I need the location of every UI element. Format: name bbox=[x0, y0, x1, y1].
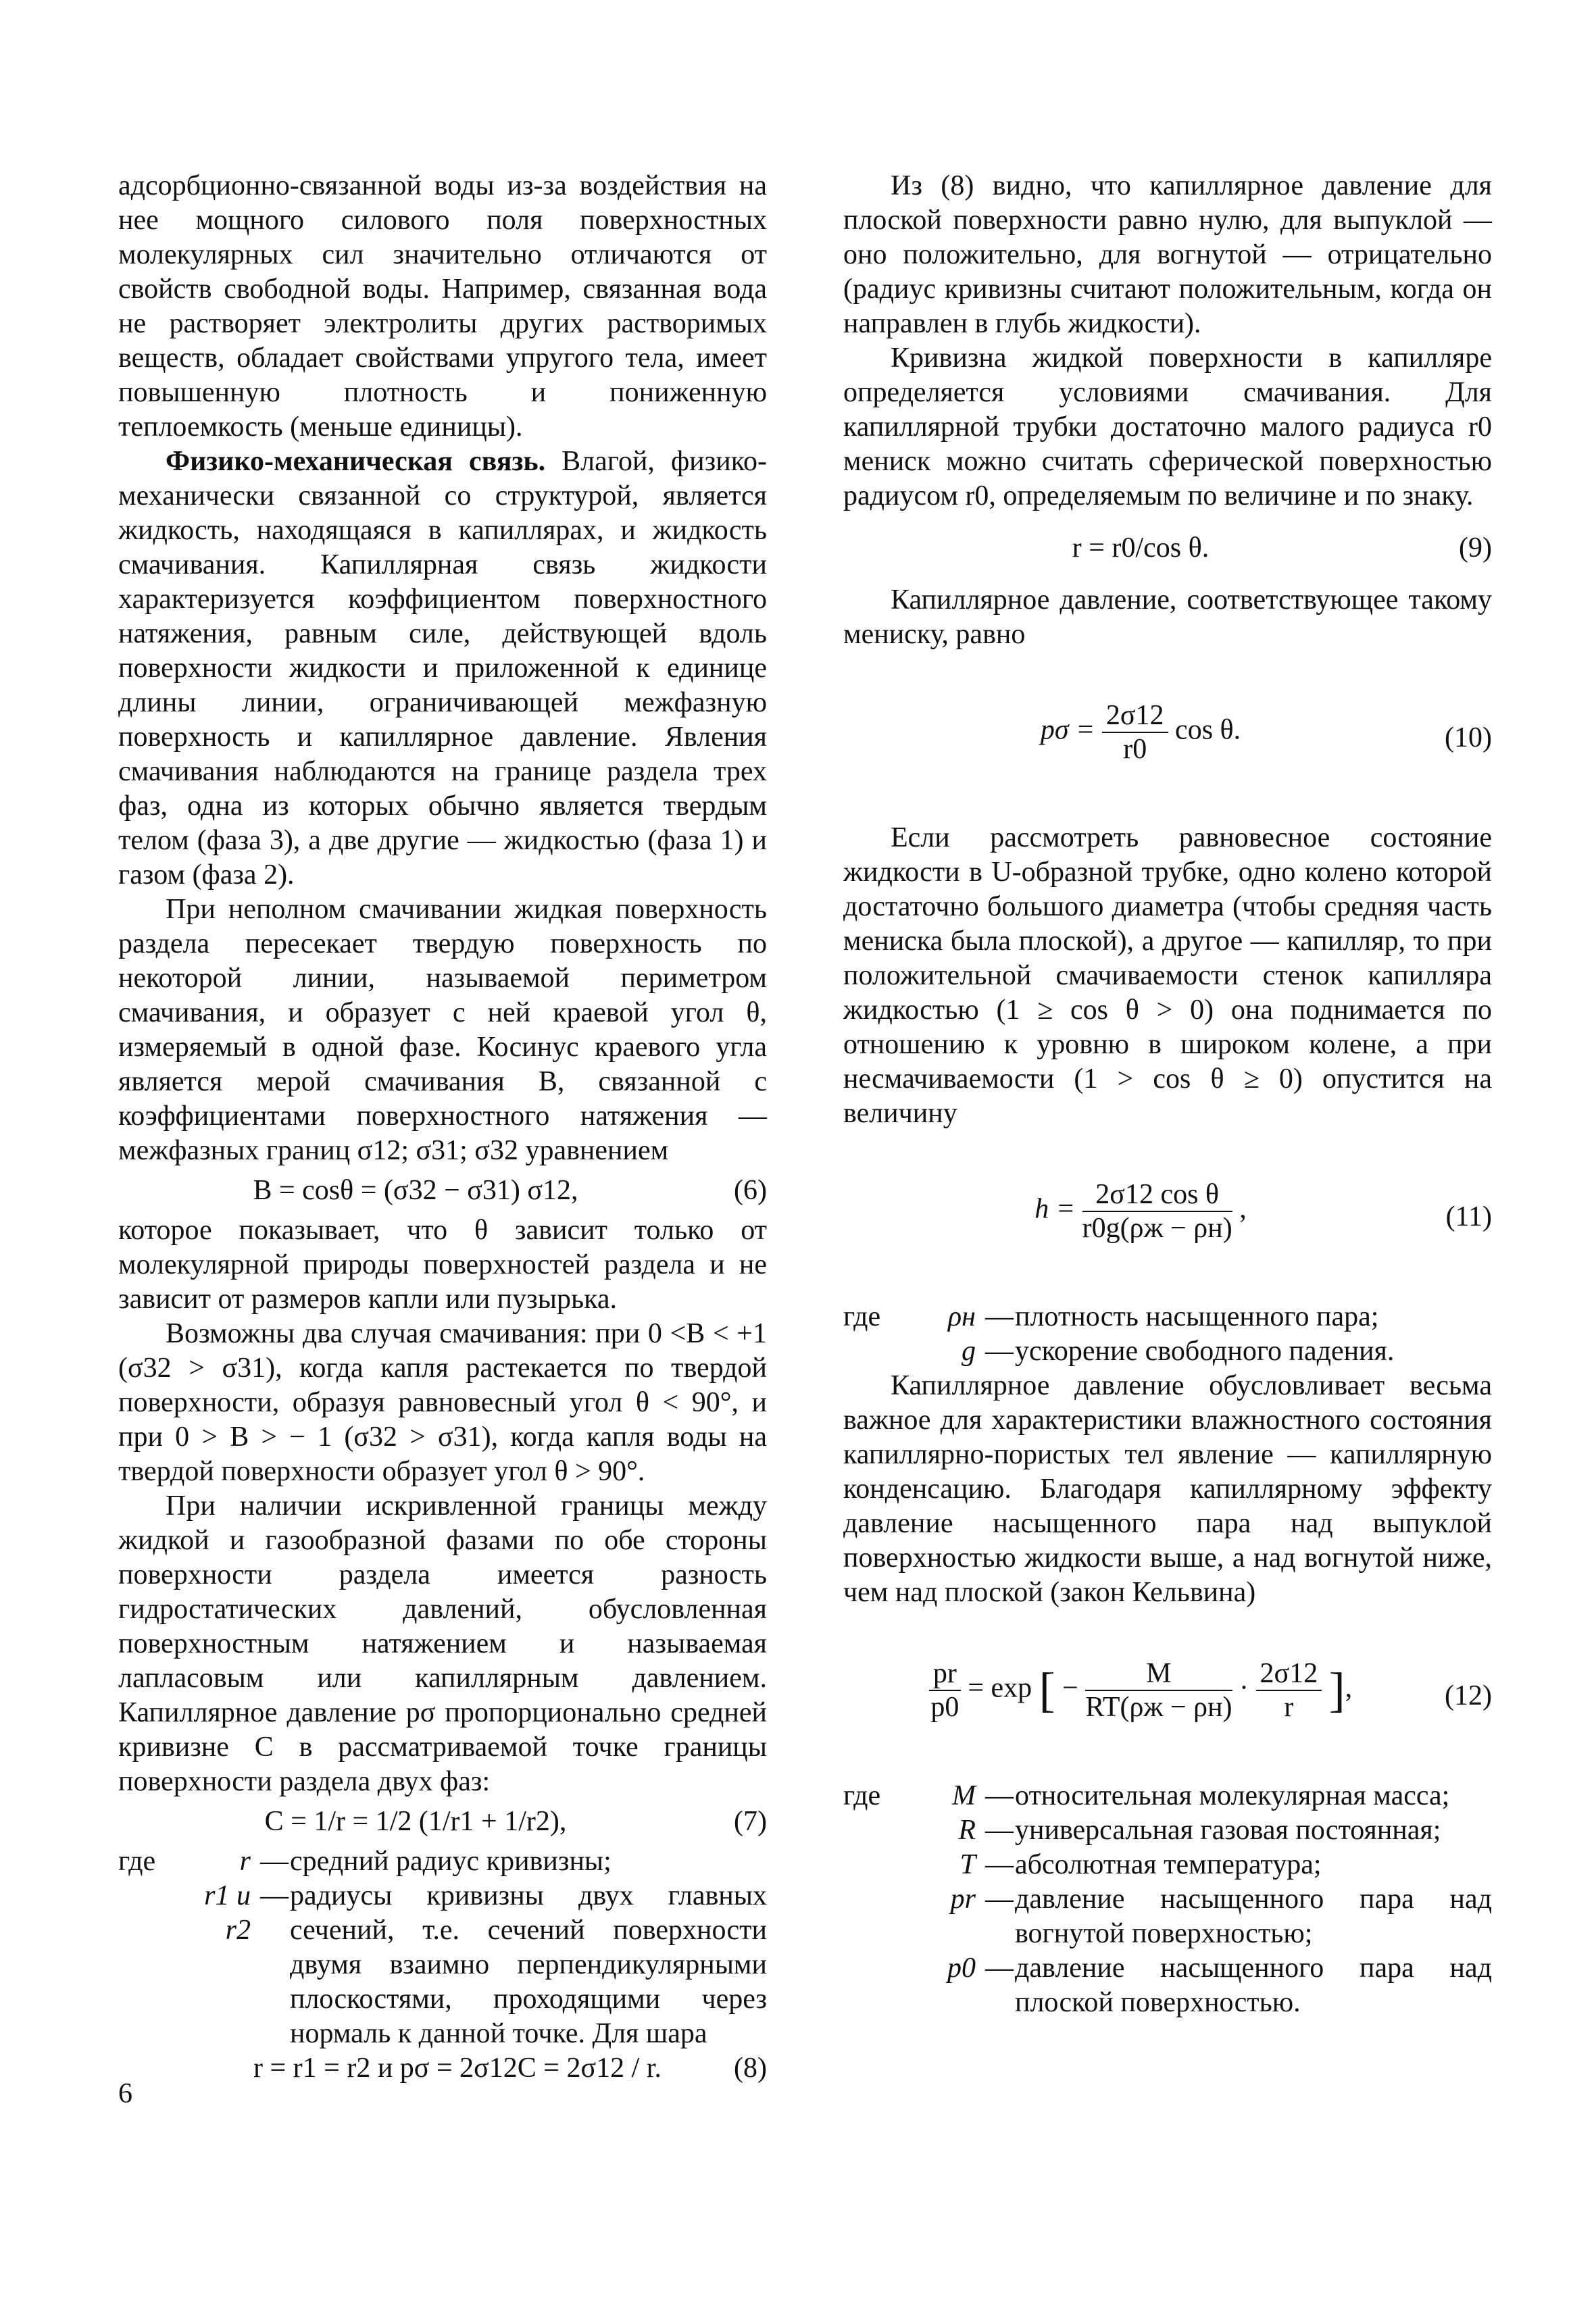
left-bracket: [ bbox=[1039, 1663, 1055, 1717]
definition-text: абсолютная температура; bbox=[1015, 1849, 1322, 1880]
equation-number: (7) bbox=[734, 1806, 767, 1837]
definition-variable: ρн bbox=[948, 1301, 976, 1332]
equation-number: (12) bbox=[1445, 1680, 1492, 1711]
definition-word bbox=[843, 1951, 918, 2020]
definition-dash: — bbox=[985, 1780, 1014, 1811]
equation-tail: , bbox=[1239, 1193, 1247, 1225]
definition-item bbox=[118, 1844, 767, 1879]
definition-text: относительная молекулярная масса; bbox=[1015, 1780, 1450, 1811]
equation-body: r = r1 = r2 и pσ = 2σ12C = 2σ12 / r. bbox=[253, 2053, 662, 2084]
equation-10 bbox=[843, 699, 1492, 774]
equation-body: B = cosθ = (σ32 − σ31) σ12, bbox=[253, 1175, 578, 1206]
equation-body bbox=[843, 1178, 1438, 1244]
right-bracket: ] bbox=[1328, 1663, 1345, 1717]
equation-number: (11) bbox=[1445, 1201, 1492, 1232]
definition-word bbox=[118, 1879, 193, 2051]
definition-item bbox=[843, 1882, 1492, 1951]
fraction-numerator: M bbox=[1085, 1657, 1232, 1691]
definition-item bbox=[843, 1779, 1492, 1813]
definition-variable: r bbox=[239, 1846, 251, 1877]
definition-item bbox=[843, 1813, 1492, 1848]
fraction-denominator: r bbox=[1284, 1692, 1294, 1723]
definition-word bbox=[843, 1813, 918, 1848]
paragraph: При неполном смачивании жидкая поверхность раздела пересекает твердую поверхность по некоторой линии, называемой периметром смачивания, и образует с ней краевой угол θ, измеряемый в одной фазе. Косинус краевого угла является мерой смачивания B, связанной с коэффициентами поверхностного натяжения — межфазных границ σ12; σ31; σ32 уравнением bbox=[118, 894, 767, 1166]
definition-dash: — bbox=[260, 1880, 289, 1911]
fraction-numerator: pr bbox=[929, 1657, 961, 1691]
definition-text: универсальная газовая постоянная; bbox=[1015, 1815, 1441, 1846]
definition-variable: R bbox=[958, 1815, 976, 1846]
fraction bbox=[929, 1657, 961, 1724]
fraction bbox=[1085, 1657, 1232, 1724]
fraction bbox=[1082, 1178, 1232, 1244]
fraction-numerator: 2σ12 bbox=[1102, 699, 1168, 733]
definition-word bbox=[843, 1848, 918, 1882]
paragraph bbox=[118, 445, 767, 892]
definition-text: давление насыщенного пара над вогнутой поверхностью; bbox=[1015, 1884, 1492, 1949]
paragraph: Из (8) видно, что капиллярное давление для плоской поверхности равно нулю, для выпуклой — оно положительно, для вогнутой — отрицательно (радиус кривизны считают положительным, когда он направлен в глубь жидкости). bbox=[843, 170, 1492, 339]
definition-word bbox=[843, 1882, 918, 1951]
fraction-denominator: RT(ρж − ρн) bbox=[1085, 1692, 1232, 1723]
paragraph: которое показывает, что θ зависит только от молекулярной природы поверхностей раздела и не зависит от размеров капли или пузырька. bbox=[118, 1215, 767, 1315]
definition-dash: — bbox=[985, 1849, 1014, 1880]
multiply-dot: · bbox=[1239, 1672, 1249, 1704]
definition-dash: — bbox=[260, 1846, 289, 1877]
fraction bbox=[1102, 699, 1168, 765]
paragraph: При наличии искривленной границы между жидкой и газообразной фазами по обе стороны поверхности раздела имеется разность гидростатических давлений, обусловленная поверхностным натяжением и называемая лапласовым или капиллярным давлением. Капиллярное давление pσ пропорционально средней кривизне C в рассматриваемой точке границы поверхности раздела двух фаз: bbox=[118, 1490, 767, 1797]
definitions-list bbox=[843, 1779, 1492, 2020]
paragraph: Капиллярное давление, соответствующее такому мениску, равно bbox=[843, 584, 1492, 650]
equation-number: (8) bbox=[734, 2053, 767, 2084]
section-heading: Физико-механическая связь. bbox=[166, 446, 546, 477]
definition-dash: — bbox=[985, 1953, 1014, 1984]
paragraph: Кривизна жидкой поверхности в капилляре определяется условиями смачивания. Для капиллярной трубки достаточно малого радиуса r0 мениск можно считать сферической поверхностью радиусом r0, определяемым по величине и по знаку. bbox=[843, 343, 1492, 511]
fraction-denominator: r0 bbox=[1123, 734, 1147, 765]
definition-variable: p0 bbox=[947, 1953, 976, 1984]
equation-body bbox=[843, 699, 1438, 765]
equation-11 bbox=[843, 1178, 1492, 1253]
equation-body: C = 1/r = 1/2 (1/r1 + 1/r2), bbox=[264, 1806, 567, 1837]
definition-text: давление насыщенного пара над плоской поверхностью. bbox=[1015, 1953, 1492, 2018]
paragraph: Капиллярное давление обусловливает весьма важное для характеристики влажностного состояния капиллярно-пористых тел явление — капиллярную конденсацию. Благодаря капиллярному эффекту давление насыщенного пара над выпуклой поверхностью жидкости выше, а над вогнутой ниже, чем над плоской (закон Кельвина) bbox=[843, 1370, 1492, 1608]
right-column bbox=[843, 169, 1492, 2020]
page-number: 6 bbox=[118, 2078, 132, 2109]
definition-variable: T bbox=[959, 1849, 976, 1880]
equation-lhs: h = bbox=[1034, 1193, 1076, 1225]
paragraph: Если рассмотреть равновесное состояние жидкости в U-образной трубке, одно колено которой достаточно большого диаметра (чтобы средняя часть мениска была плоской), а другое — капилляр, то при положительной смачиваемости стенок капилляра жидкостью (1 ≥ cos θ > 0) она поднимается по отношению к уровню в широком колене, а при несмачиваемости (1 > cos θ ≥ 0) опустится на величину bbox=[843, 822, 1492, 1129]
equation-lhs: pσ = bbox=[1040, 714, 1095, 746]
definition-item bbox=[843, 1848, 1492, 1882]
definition-variable: r1 и r2 bbox=[204, 1880, 251, 1946]
equation-6 bbox=[118, 1174, 767, 1208]
fraction-denominator: r0g(ρж − ρн) bbox=[1082, 1213, 1232, 1244]
equation-8 bbox=[118, 2051, 767, 2086]
equation-number: (9) bbox=[1459, 532, 1492, 563]
equation-body: r = r0/cos θ. bbox=[1072, 532, 1210, 563]
definition-variable: g bbox=[962, 1336, 976, 1367]
definition-text: плотность насыщенного пара; bbox=[1015, 1301, 1379, 1332]
equation-7 bbox=[118, 1805, 767, 1839]
fraction bbox=[1256, 1657, 1322, 1724]
equation-12 bbox=[843, 1657, 1492, 1732]
equation-exp: = exp bbox=[968, 1672, 1032, 1704]
definition-variable: M bbox=[952, 1780, 976, 1811]
definition-word: где bbox=[843, 1780, 881, 1811]
definition-item bbox=[843, 1951, 1492, 2020]
definition-text: ускорение свободного падения. bbox=[1015, 1336, 1395, 1367]
definition-text: средний радиус кривизны; bbox=[290, 1846, 612, 1877]
paragraph: адсорбционно-связанной воды из-за воздействия на нее мощного силового поля поверхностных молекулярных сил значительно отличаются от свойств свободной воды. Например, связанная вода не растворяет электролиты других растворимых веществ, обладает свойствами упругого тела, имеет повышенную плотность и пониженную теплоемкость (меньше единицы). bbox=[118, 170, 767, 443]
fraction-numerator: 2σ12 cos θ bbox=[1082, 1178, 1232, 1212]
definition-word: где bbox=[118, 1846, 156, 1877]
equation-number: (6) bbox=[734, 1175, 767, 1206]
definition-variable: pr bbox=[950, 1884, 976, 1915]
left-column bbox=[118, 169, 767, 2091]
definition-text: радиусы кривизны двух главных сечений, т.е. сечений поверхности двумя взаимно перпендикулярными плоскостями, проходящими через нормаль к данной точке. Для шара bbox=[290, 1880, 767, 2049]
definition-dash: — bbox=[985, 1301, 1014, 1332]
definition-word bbox=[843, 1334, 918, 1369]
paragraph-text: Влагой, физико-механически связанной со структурой, является жидкость, находящаяся в капиллярах, и жидкость смачивания. Капиллярная связь жидкости характеризуется коэффициентом поверхностного натяжения, равным силе, действующей вдоль поверхности жидкости и приложенной к единице длины линии, ограничивающей межфазную поверхность и капиллярное давление. Явления смачивания наблюдаются на границе раздела трех фаз, одна из которых обычно является твердым телом (фаза 3), а две другие — жидкостью (фаза 1) и газом (фаза 2). bbox=[118, 446, 767, 890]
definition-item bbox=[843, 1300, 1492, 1334]
definition-dash: — bbox=[985, 1815, 1014, 1846]
definitions-list bbox=[843, 1300, 1492, 1369]
definition-item bbox=[843, 1334, 1492, 1369]
definition-word: где bbox=[843, 1301, 881, 1332]
comma: , bbox=[1345, 1672, 1353, 1704]
paragraph: Возможны два случая смачивания: при 0 <B < +1 (σ32 > σ31), когда капля растекается по твердой поверхности, образуя равновесный угол θ < 90°, и при 0 > B > − 1 (σ32 > σ31), когда капля воды на твердой поверхности образует угол θ > 90°. bbox=[118, 1318, 767, 1487]
minus-sign: − bbox=[1062, 1672, 1078, 1704]
fraction-numerator: 2σ12 bbox=[1256, 1657, 1322, 1691]
definition-item bbox=[118, 1879, 767, 2051]
equation-tail: cos θ. bbox=[1175, 714, 1241, 746]
definitions-list bbox=[118, 1844, 767, 2051]
equation-body bbox=[843, 1657, 1438, 1724]
equation-9 bbox=[843, 531, 1492, 565]
definition-dash: — bbox=[985, 1336, 1014, 1367]
fraction-denominator: p0 bbox=[930, 1692, 959, 1723]
equation-number: (10) bbox=[1445, 722, 1492, 753]
definition-dash: — bbox=[985, 1884, 1014, 1915]
